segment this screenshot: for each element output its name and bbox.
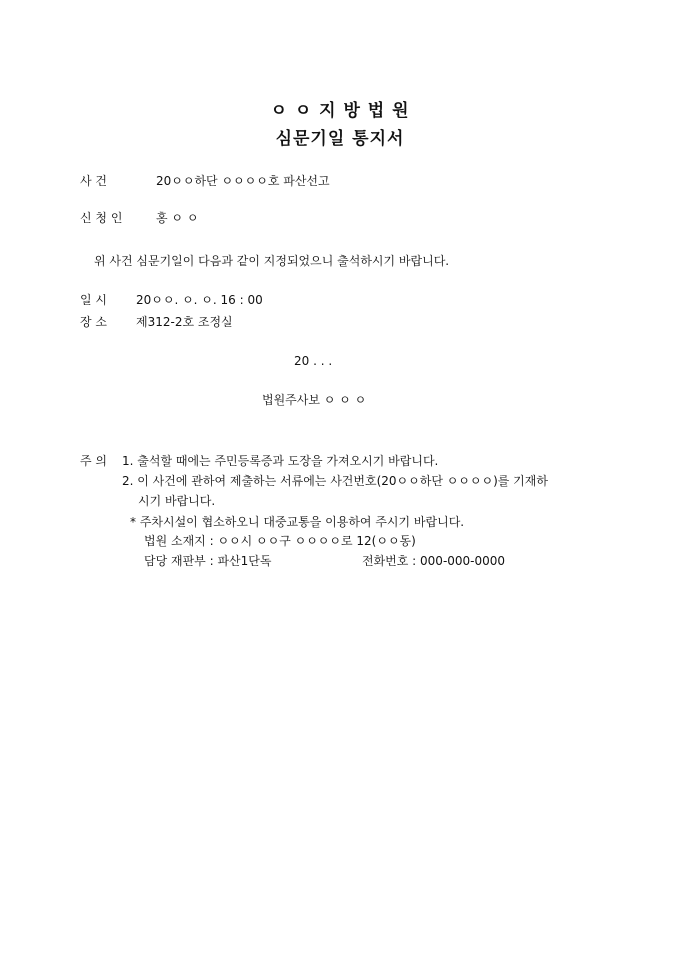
- case-value: 20ㅇㅇ하단 ㅇㅇㅇㅇ호 파산선고: [156, 174, 330, 188]
- date-value: 20ㅇㅇ. ㅇ. ㅇ. 16 : 00: [136, 293, 263, 307]
- document-title: 심문기일 통지서: [275, 129, 405, 149]
- case-label: 사 건: [80, 174, 107, 188]
- phone-number: 전화번호 : 000-000-0000: [362, 554, 506, 568]
- parking-note: * 주차시설이 협소하오니 대중교통을 이용하여 주시기 바랍니다.: [130, 515, 465, 529]
- place-value: 제312-2호 조정실: [136, 315, 233, 329]
- notes-label: 주 의: [80, 454, 107, 468]
- issue-date: 20 . . .: [294, 354, 333, 368]
- court-address: 법원 소재지 : ㅇㅇ시 ㅇㅇ구 ㅇㅇㅇㅇ로 12(ㅇㅇ동): [144, 534, 416, 548]
- place-label: 장 소: [80, 315, 107, 329]
- court-name: ㅇ ㅇ 지 방 법 원: [270, 101, 410, 121]
- note-item-2-line-1: 2. 이 사건에 관하여 제출하는 서류에는 사건번호(20ㅇㅇ하단 ㅇㅇㅇㅇ)를 기재하: [122, 474, 548, 488]
- division: 담당 재판부 : 파산1단독: [144, 554, 272, 568]
- date-label: 일 시: [80, 293, 107, 307]
- notice-text: 위 사건 심문기일이 다음과 같이 지정되었으니 출석하시기 바랍니다.: [94, 254, 450, 268]
- note-item-1: 1. 출석할 때에는 주민등록증과 도장을 가져오시기 바랍니다.: [122, 454, 439, 468]
- applicant-label: 신 청 인: [80, 211, 123, 225]
- note-item-2-line-2: 시기 바랍니다.: [138, 494, 216, 508]
- signer: 법원주사보 ㅇ ㅇ ㅇ: [262, 393, 367, 407]
- applicant-value: 홍 ㅇ ㅇ: [156, 211, 199, 225]
